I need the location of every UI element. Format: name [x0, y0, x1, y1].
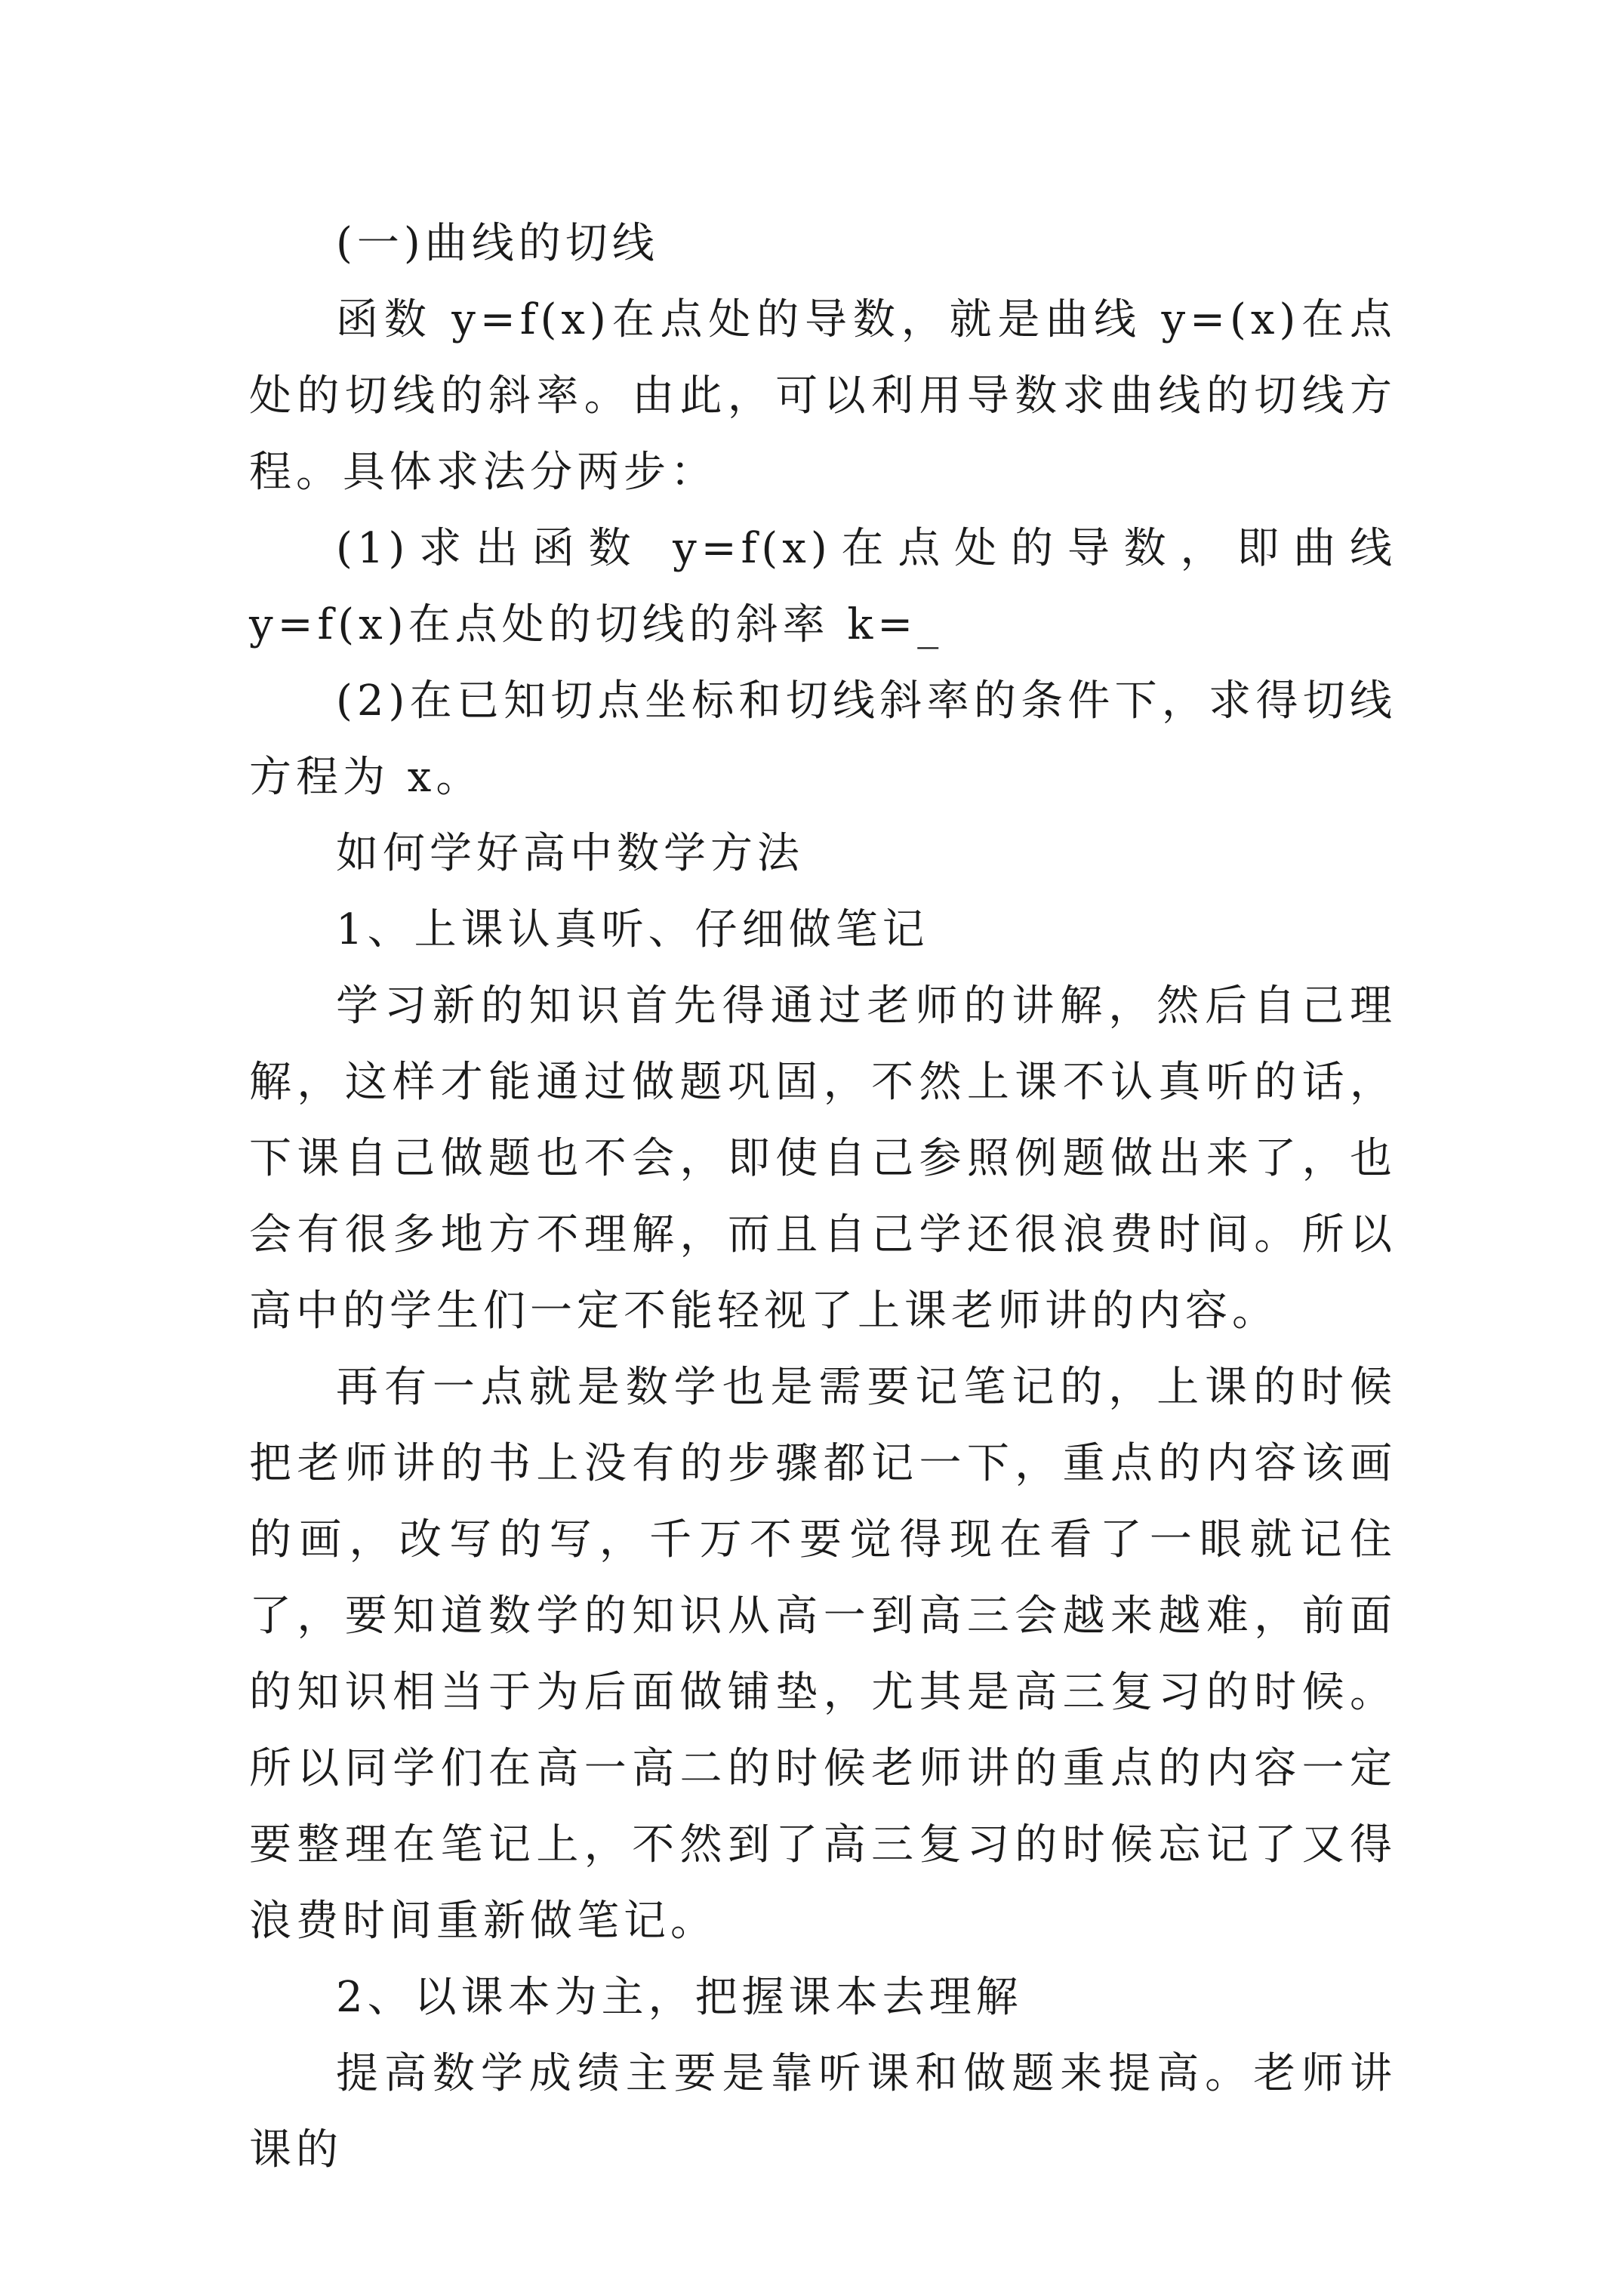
document-body [249, 205, 1397, 2188]
section-heading-tangent: (一)曲线的切线 [336, 219, 659, 268]
section-heading-study-methods: 如何学好高中数学方法 [336, 829, 804, 878]
paragraph-step-1: (1)求出函数 y=f(x)在点处的导数，即曲线 y=f(x)在点处的切线的斜率 k=_ [249, 524, 1397, 649]
subheading-method-1: 1、上课认真听、仔细做笔记 [336, 905, 929, 954]
paragraph-method-1-listen: 学习新的知识首先得通过老师的讲解，然后自己理解，这样才能通过做题巩固，不然上课不认真听的话，下课自己做题也不会，即使自己参照例题做出来了，也会有很多地方不理解，而且自己学还很浪费时间。所以高中的学生们一定不能轻视了上课老师讲的内容。 [249, 982, 1397, 1336]
paragraph-step-2: (2)在已知切点坐标和切线斜率的条件下，求得切线方程为 x。 [249, 676, 1397, 802]
paragraph-method-1-notes: 再有一点就是数学也是需要记笔记的，上课的时候把老师讲的书上没有的步骤都记一下，重点的内容该画的画，改写的写，千万不要觉得现在看了一眼就记住了，要知道数学的知识从高一到高三会越来越难，前面的知识相当于为后面做铺垫，尤其是高三复习的时候。所以同学们在高一高二的时候老师讲的重点的内容一定要整理在笔记上，不然到了高三复习的时候忘记了又得浪费时间重新做笔记。 [249, 1363, 1397, 1946]
paragraph-method-2: 提高数学成绩主要是靠听课和做题来提高。老师讲课的 [249, 2049, 1397, 2174]
subheading-method-2: 2、以课本为主，把握课本去理解 [336, 1973, 1023, 2022]
paragraph-derivative-definition: 函数 y=f(x)在点处的导数，就是曲线 y=(x)在点处的切线的斜率。由此，可以利用导数求曲线的切线方程。具体求法分两步： [249, 295, 1397, 497]
